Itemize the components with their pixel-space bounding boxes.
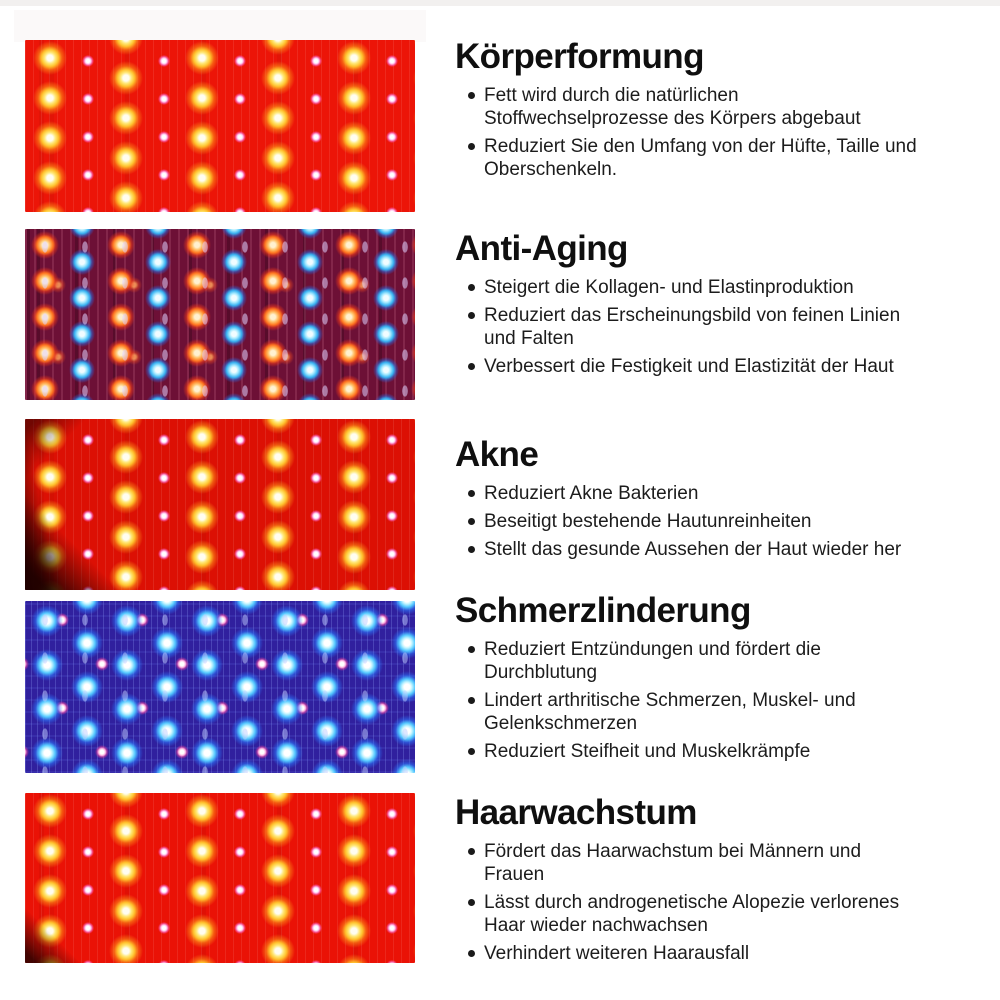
benefit-item: Reduziert Steifheit und Muskelkrämpfe — [484, 740, 925, 763]
benefit-item: Reduziert das Erscheinungsbild von feinen Linien und Falten — [484, 304, 925, 350]
section-title: Anti-Aging — [455, 229, 628, 268]
section-text-block — [455, 230, 925, 378]
benefit-item: Fördert das Haarwachstum bei Männern und Frauen — [484, 840, 925, 886]
top-edge-shade — [0, 0, 1000, 6]
benefit-item: Reduziert Akne Bakterien — [484, 482, 925, 505]
benefit-item: Beseitigt bestehende Hautunreinheiten — [484, 510, 925, 533]
benefit-item: Stellt das gesunde Aussehen der Haut wieder her — [484, 538, 925, 561]
red-blue-led-panel-photo — [25, 229, 415, 400]
benefit-item: Reduziert Entzündungen und fördert die Durchblutung — [484, 638, 925, 684]
benefit-item: Reduziert Sie den Umfang von der Hüfte, Taille und Oberschenkeln. — [484, 135, 925, 181]
benefit-list — [455, 638, 925, 763]
benefit-item: Lässt durch androgenetische Alopezie verlorenes Haar wieder nachwachsen — [484, 891, 925, 937]
benefit-list — [455, 84, 925, 181]
section-title: Schmerzlinderung — [455, 591, 751, 630]
section-title: Körperformung — [455, 37, 704, 76]
section-title: Haarwachstum — [455, 793, 697, 832]
benefit-list — [455, 482, 925, 561]
benefit-item: Fett wird durch die natürlichen Stoffwechselprozesse des Körpers abgebaut — [484, 84, 925, 130]
section-text-block — [455, 794, 925, 965]
benefit-item: Verbessert die Festigkeit und Elastizität der Haut — [484, 355, 925, 378]
benefit-item: Verhindert weiteren Haarausfall — [484, 942, 925, 965]
red-led-panel-photo — [25, 419, 415, 590]
section-title: Akne — [455, 435, 539, 474]
benefit-list — [455, 840, 925, 965]
benefit-item: Lindert arthritische Schmerzen, Muskel- und Gelenkschmerzen — [484, 689, 925, 735]
section-text-block — [455, 436, 925, 561]
photo-white-margin — [14, 10, 426, 42]
red-led-panel-photo — [25, 40, 415, 212]
benefit-list — [455, 276, 925, 378]
section-text-block — [455, 38, 925, 181]
blue-led-panel-photo — [25, 601, 415, 773]
benefit-item: Steigert die Kollagen- und Elastinproduktion — [484, 276, 925, 299]
red-led-panel-photo — [25, 793, 415, 963]
section-text-block — [455, 592, 925, 763]
